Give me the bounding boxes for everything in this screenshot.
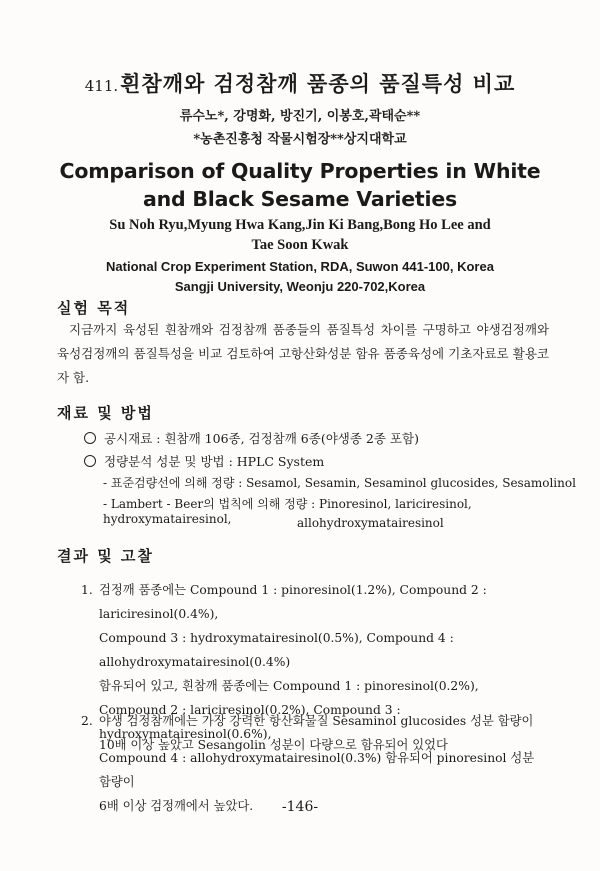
- results-item-2: [81, 709, 541, 757]
- korean-affiliation: *농촌진흥청 작물시험장**상지대학교: [193, 132, 407, 147]
- results-heading: 결과 및 고찰: [57, 547, 154, 565]
- english-title-line-1: Comparison of Quality Properties in White: [59, 159, 541, 183]
- english-affiliation: [0, 257, 600, 297]
- purpose-text: 지금까지 육성된 흰참깨와 검정참깨 품종들의 품질특성 차이를 구명하고 야생검정깨와 육성검정깨의 품질특성을 비교 검토하여 고항산화성분 함유 품종육성에 기초자료로 활용코자 함.: [57, 322, 549, 385]
- materials-item-1-text: 공시재료 : 흰참깨 106종, 검정참깨 6종(야생종 2종 포함): [104, 431, 419, 446]
- results-item-1-line: Compound 3 : hydroxymatairesinol(0.5%), Compound 4 : allohydroxymatairesinol(0.4%): [99, 631, 454, 669]
- korean-title: [0, 68, 600, 98]
- circle-bullet-icon: [84, 432, 96, 444]
- materials-heading: 재료 및 방법: [57, 404, 154, 422]
- english-affiliation-line-2: Sangji University, Weonju 220-702,Korea: [174, 279, 426, 294]
- english-title: [0, 157, 600, 213]
- materials-item-2: [84, 452, 324, 470]
- abstract-number: 411.: [84, 77, 119, 95]
- circle-bullet-icon: [84, 455, 96, 467]
- english-authors-line-1: Su Noh Ryu,Myung Hwa Kang,Jin Ki Bang,Bong Ho Lee and: [109, 217, 491, 233]
- materials-item-2-text: 정량분석 성분 및 방법 : HPLC System: [104, 454, 325, 469]
- english-affiliation-line-1: National Crop Experiment Station, RDA, Suwon 441-100, Korea: [106, 259, 494, 274]
- materials-item-1: [84, 429, 419, 447]
- results-item-1-line: 검정깨 품종에는 Compound 1 : pinoresinol(1.2%), Compound 2 : lariciresinol(0.4%),: [99, 583, 487, 621]
- results-item-1-line: Compound 2 : lariciresinol(0.2%), Compound 3 : hydroxymatairesinol(0.6%),: [99, 703, 401, 741]
- page-number: -146-: [281, 799, 319, 815]
- purpose-heading: 실험 목적: [57, 299, 131, 317]
- materials-sub-item-2: - Lambert - Beer의 법칙에 의해 정량 : Pinoresinol, lariciresinol, hydroxymatairesinol,: [103, 497, 472, 526]
- english-authors-line-2: Tae Soon Kwak: [251, 237, 349, 253]
- materials-sub-item-1: - 표준검량선에 의해 정량 : Sesamol, Sesamin, Sesaminol glucosides, Sesamolinol: [103, 476, 576, 490]
- results-item-1-line: 6배 이상 검정깨에서 높았다.: [99, 799, 254, 813]
- english-title-line-2: and Black Sesame Varieties: [142, 187, 458, 211]
- english-authors: [0, 215, 600, 255]
- results-item-1-number: 1.: [81, 583, 93, 597]
- materials-sub-item-2-continued: allohydroxymatairesinol: [297, 516, 444, 530]
- results-item-2-line: 10배 이상 높았고 Sesangolin 성분이 다량으로 함유되어 있었다: [99, 738, 448, 752]
- results-item-1-line: Compound 4 : allohydroxymatairesinol(0.3%) 함유되어 pinoresinol 성분 함량이: [99, 751, 535, 789]
- korean-title-text: 흰참깨와 검정참깨 품종의 품질특성 비교: [120, 71, 516, 96]
- results-item-1: [81, 578, 541, 818]
- results-item-1-line: 함유되어 있고, 흰참깨 품종에는 Compound 1 : pinoresinol(0.2%),: [99, 679, 479, 693]
- results-item-2-line: 야생 검정참깨에는 가장 강력한 항산화물질 Sesaminol glucosides 성분 함량이: [99, 714, 534, 728]
- results-item-2-number: 2.: [81, 714, 93, 728]
- korean-authors: 류수노*, 강명화, 방진기, 이봉호,곽태순**: [179, 109, 421, 124]
